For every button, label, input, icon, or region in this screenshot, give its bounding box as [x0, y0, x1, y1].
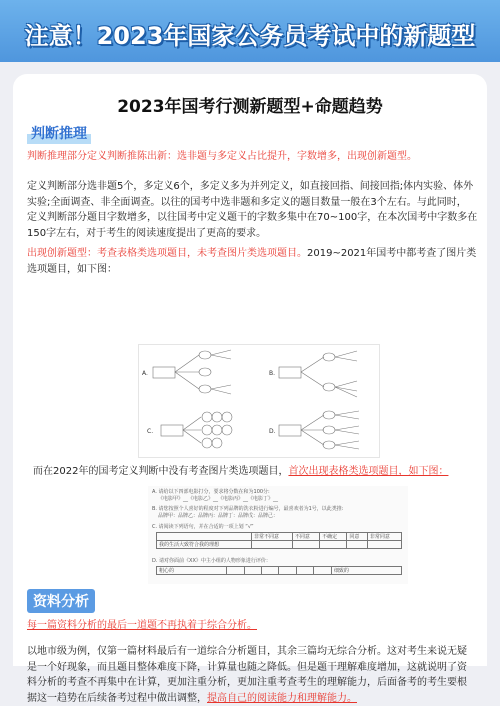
table-cell: [367, 541, 401, 549]
table-row: [157, 567, 402, 575]
new-type-text: 2019~2021年国考中都考查了图片类: [307, 248, 476, 259]
section-heading-judgment: 判断推理: [27, 122, 91, 144]
table-cell: [320, 541, 347, 549]
after-figure-line: [33, 464, 448, 480]
paragraph-line: 是一个好现象，而且题目整体难度下降，计算量也随之降低。但是题干理解难度增加，这就说明了资: [27, 660, 467, 676]
banner-title: 注意！2023年国家公务员考试中的新题型: [0, 16, 500, 51]
table-cell: 同意: [347, 533, 367, 541]
table-cell: [261, 567, 278, 575]
table-row: [157, 541, 402, 549]
figure-label-b: B.: [269, 370, 275, 377]
table-cell: [244, 567, 261, 575]
new-type-highlight: 出现创新题型：考查表格类选项题目，未考查图片类选项题目。: [27, 248, 307, 259]
after-figure-highlight: 首次出现表格类选项题目，如下图：: [288, 466, 448, 477]
paragraph-line: 150字左右，对于考生的阅读速度提出了更高的要求。: [27, 226, 477, 242]
paragraph-text: 据这一趋势在后续备考过程中做出调整，: [27, 693, 207, 704]
paragraph-line: 选项题目，如下图：: [27, 262, 476, 278]
paragraph-line: 定义判断部分题目字数增多，以往国考中定义题干的字数多集中在70~100字，在本次国考中字数多在: [27, 210, 477, 226]
paragraph-line: [27, 246, 476, 262]
form-question-a: A. 请给以下四部电影打分，要求将分数在和为100分:: [152, 489, 270, 495]
table-options-figure: [148, 486, 408, 584]
table-cell: 细致的: [331, 567, 401, 575]
paragraph-line: 定义判断部分选非题5个，多定义6个，多定义多为并列定义，如直接回指、间接回指;体内实验、体外: [27, 179, 477, 195]
figure-label-c: C.: [147, 428, 153, 435]
graphic-options-figure: [138, 344, 380, 458]
form-table-c: [156, 532, 402, 549]
form-answer-a: 《电影甲》__《电影乙》__《电影丙》__《电影丁》__: [158, 496, 278, 502]
table-cell: 不同意: [292, 533, 319, 541]
content-card: [13, 74, 487, 666]
judgment-lead: 判断推理部分定义判断推陈出新：选非题与多定义占比提升，字数增多，出现创新题型。: [27, 149, 417, 165]
data-analysis-paragraph: [27, 644, 467, 706]
paragraph-line: 以地市级为例，仅第一篇材料最后有一道综合分析题目，其余三篇均无综合分析。这对考生来说无疑: [27, 644, 467, 660]
table-cell: [347, 541, 367, 549]
paragraph-line: 料分析的考查不再集中在计算，更加注重分析，更加注重考查考生的理解能力，后面备考的考生要根: [27, 675, 467, 691]
table-cell: [157, 533, 252, 541]
table-cell: [279, 567, 296, 575]
table-cell: [227, 567, 244, 575]
header-banner: [0, 0, 500, 62]
paragraph-line: [27, 691, 467, 706]
table-cell: 粗心的: [157, 567, 227, 575]
paragraph-line: 实验;全面调查、非全面调查。以往的国考中选非题和多定义的题目数量一般在3个左右。与此同时，: [27, 195, 477, 211]
form-answer-b: 品牌甲：品牌乙：品牌丙：品牌丁：品牌戊：品牌己：: [158, 513, 278, 519]
judgment-paragraph: [27, 179, 477, 241]
data-analysis-lead: 每一篇资料分析的最后一道题不再执着于综合分析。: [27, 618, 257, 634]
table-cell: [252, 541, 293, 549]
form-question-d: D. 请对你面前《XX》中主小组的人物形象进行评价：: [152, 558, 271, 564]
figure-label-d: D.: [269, 428, 276, 435]
form-question-b: B. 请您按照个人喜好的程度对下列品牌的洗衣粉进行编号，最喜欢者为1号，以此类推:: [152, 506, 343, 512]
table-cell: [314, 567, 331, 575]
paragraph-highlight: 提高自己的阅读能力和理解能力。: [207, 693, 357, 704]
card-title: 2023年国考行测新题型+命题趋势: [13, 92, 487, 117]
table-cell: 我的生活大致符合我的理想: [157, 541, 252, 549]
table-cell: 不确定: [320, 533, 347, 541]
option-diagrams: [139, 345, 379, 457]
table-cell: 非常同意: [367, 533, 401, 541]
new-type-paragraph: [27, 246, 476, 277]
table-cell: [292, 541, 319, 549]
form-question-c: C. 请阅读下列语句，并在合适的一项上划 “√”: [152, 524, 254, 530]
figure-label-a: A.: [142, 370, 148, 377]
section-heading-data-analysis: 资料分析: [27, 589, 95, 613]
after-figure-text: 而在2022年的国考定义判断中没有考查图片类选项题目，: [33, 466, 288, 477]
table-cell: 非常不同意: [252, 533, 293, 541]
table-cell: [296, 567, 313, 575]
table-row: [157, 533, 402, 541]
form-table-d: [156, 566, 402, 575]
